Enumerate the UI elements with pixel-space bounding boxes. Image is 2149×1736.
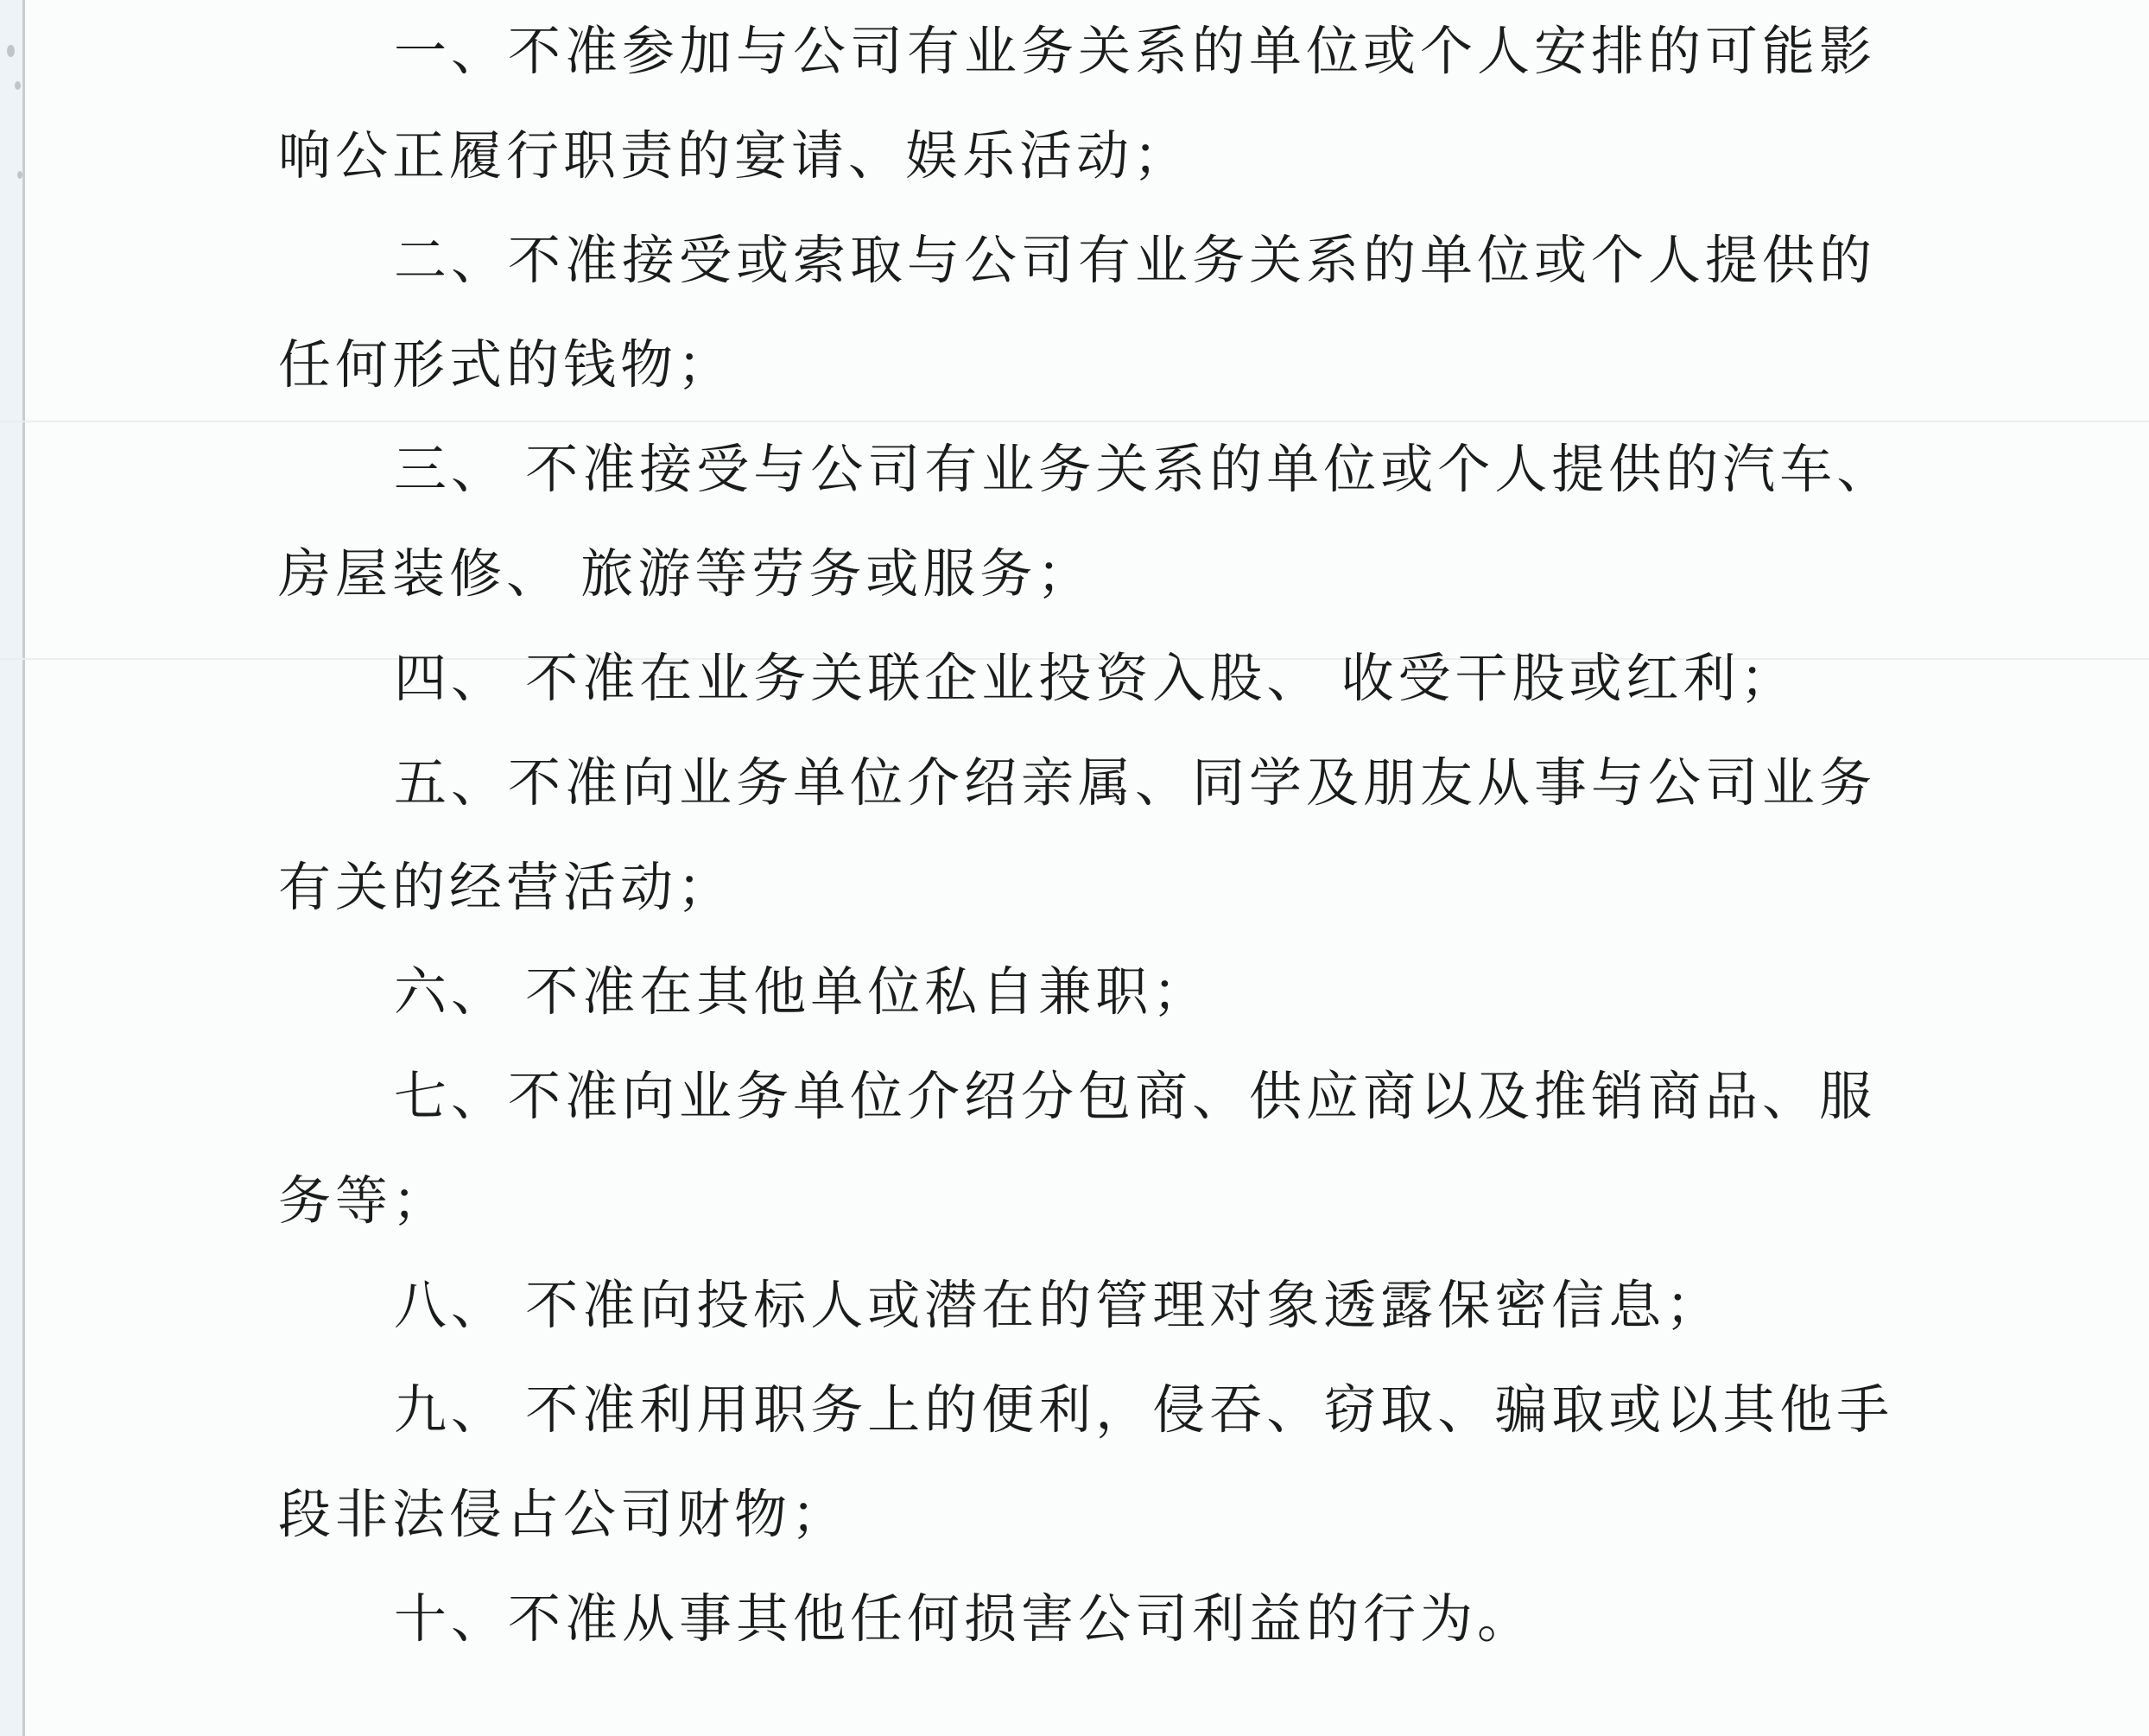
text-line: 二、不准接受或索取与公司有业务关系的单位或个人提供的 xyxy=(394,232,1877,290)
text-line: 一、不准参加与公司有业务关系的单位或个人安排的可能影 xyxy=(394,23,1877,81)
text-line: 房屋装修、 旅游等劳务或服务； xyxy=(278,546,1094,604)
text-line: 七、不准向业务单位介绍分包商、供应商以及推销商品、服 xyxy=(394,1068,1877,1126)
text-line: 六、 不准在其他单位私自兼职； xyxy=(394,964,1210,1022)
text-line: 段非法侵占公司财物； xyxy=(278,1486,849,1544)
text-line: 务等； xyxy=(278,1173,450,1231)
text-line: 八、 不准向投标人或潜在的管理对象透露保密信息； xyxy=(394,1277,1723,1335)
text-line: 四、 不准在业务关联企业投资入股、 收受干股或红利； xyxy=(394,650,1797,708)
scan-speck xyxy=(7,45,15,57)
text-line: 五、不准向业务单位介绍亲属、同学及朋友从事与公司业务 xyxy=(394,755,1877,813)
text-line: 任何形式的钱物； xyxy=(278,337,735,395)
scan-speck xyxy=(17,171,22,179)
document-body xyxy=(278,0,1919,1672)
text-line: 有关的经营活动； xyxy=(278,859,735,917)
scan-edge-strip xyxy=(0,0,22,1736)
text-line: 三、 不准接受与公司有业务关系的单位或个人提供的汽车、 xyxy=(394,441,1894,499)
scan-speck xyxy=(15,81,21,90)
scan-edge-line xyxy=(22,0,25,1736)
text-line: 响公正履行职责的宴请、娱乐活动； xyxy=(278,128,1191,186)
text-line: 九、 不准利用职务上的便利，侵吞、窃取、骗取或以其他手 xyxy=(394,1382,1894,1440)
text-line: 十、不准从事其他任何损害公司利益的行为。 xyxy=(394,1591,1535,1649)
